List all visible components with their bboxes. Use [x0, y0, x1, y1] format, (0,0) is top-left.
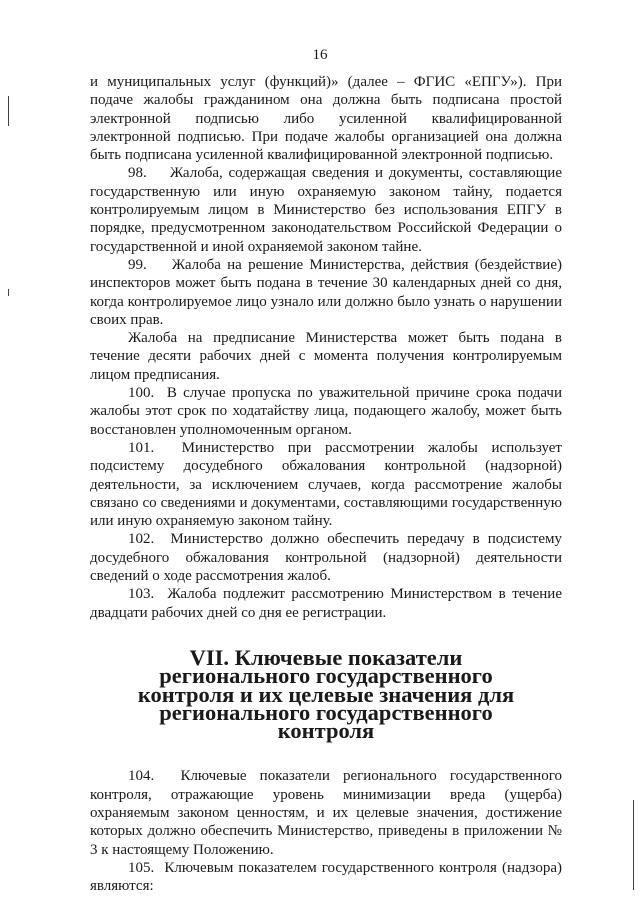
paragraph-98: 98. Жалоба, содержащая сведения и документы, составляющие государственную или иную охраняемую законом тайну, подается контролируемым лицом в Министерство без использования ЕПГУ в порядке, предусмотренном законодательством Российской Федерации о государственной и иной охраняемой законом тайне. [90, 165, 562, 255]
binder-mark-right [633, 800, 634, 890]
paragraph-104: 104. Ключевые показатели регионального государственного контроля, отражающие уровень минимизации вреда (ущерба) охраняемым законом ценностям, и их целевые значения, достижение которых должно обеспечить Министерство, приведены в приложении № 3 к настоящему Положению. [90, 768, 562, 858]
page-number: 16 [312, 47, 328, 63]
paragraph-99-appeal: Жалоба на предписание Министерства может быть подана в течение десяти рабочих дней с момента получения контролируемым лицом предписания. [90, 330, 562, 383]
paragraph-100: 100. В случае пропуска по уважительной причине срока подачи жалобы этот срок по ходатайству лица, подающего жалобу, может быть восстановлен уполномоченным органом. [90, 385, 562, 438]
paragraph-99: 99. Жалоба на решение Министерства, действия (бездействие) инспекторов может быть подана в течение 30 календарных дней со дня, когда контролируемое лицо узнало или должно было узнать о нарушении своих прав. [90, 256, 562, 328]
section-heading: VII. Ключевые показатели регионального государственного контроля и их целевые значения для регионального государственного контроля [137, 644, 515, 744]
document-body [90, 73, 562, 895]
section-gap [90, 740, 562, 767]
binder-mark-left-small [8, 289, 9, 296]
paragraph-102: 102. Министерство должно обеспечить передачу в подсистему досудебного обжалования контрольной (надзорной) деятельности сведений о ходе рассмотрения жалоб. [90, 531, 562, 585]
paragraph-103: 103. Жалоба подлежит рассмотрению Министерством в течение двадцати рабочих дней со дня ее регистрации. [90, 586, 562, 621]
paragraph-105: 105. Ключевым показателем государственного контроля (надзора) являются: [90, 859, 562, 895]
paragraph-continuation: и муниципальных услуг (функций)» (далее – ФГИС «ЕПГУ»). При подаче жалобы гражданином она должна быть подписана простой электронной подписью либо усиленной квалифицированной электронной подписью. При подаче жалобы организацией она должна быть подписана усиленной квалифицированной электронной подписью. [90, 74, 562, 164]
binder-mark-left [8, 96, 9, 126]
paragraph-101: 101. Министерство при рассмотрении жалобы использует подсистему досудебного обжалования контрольной (надзорной) деятельности, за исключением случаев, когда рассмотрение жалобы связано со сведениями и документами, составляющими государственную или иную охраняемую законом тайну. [90, 439, 562, 530]
